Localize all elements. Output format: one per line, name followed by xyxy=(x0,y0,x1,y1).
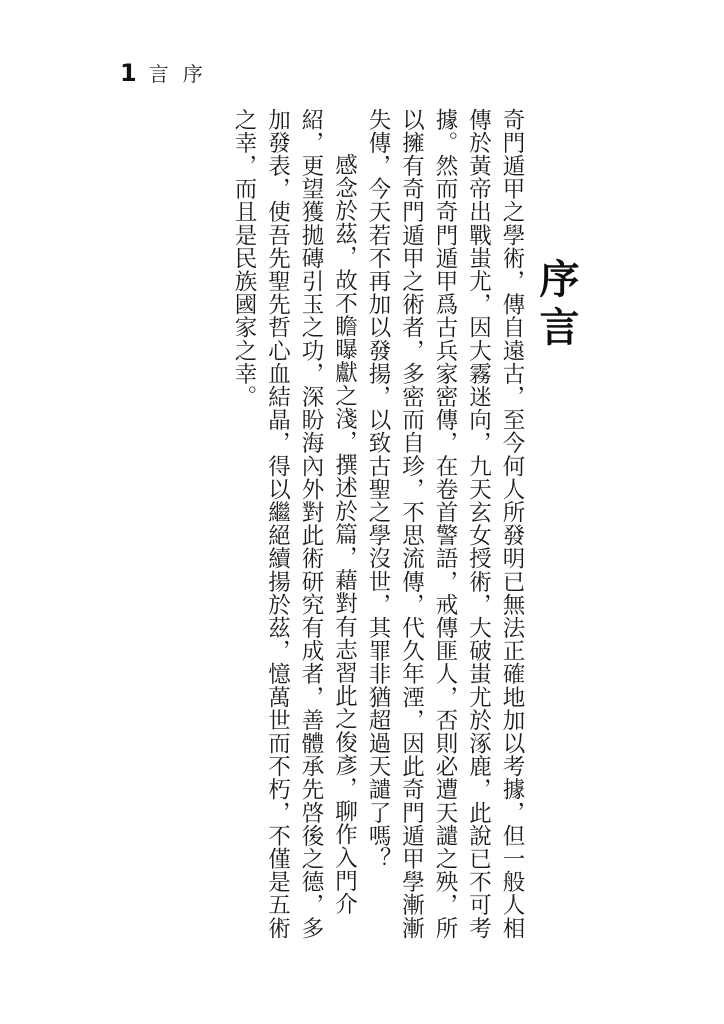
chapter-title: 序言 xyxy=(533,258,579,354)
paragraph-1: 奇門遁甲之學術，傳自遠古，至今何人所發明已無法正確地加以考據，但一般人相傳於黃帝出戰蚩尤，因大霧迷向，九天玄女授術，大破蚩尤於涿鹿，此說已不可考據。然而奇門遁甲爲古兵家密傳，在卷首警語，戒傳匪人，否則必遭天譴之殃，所以擁有奇門遁甲之術者，多密而自珍，不思流傳，代久年湮，因此奇門遁甲學漸漸失傳，今天若不再加以發揚，以致古聖之學沒世，其罪非猶超過天譴了嗎？ xyxy=(365,108,525,940)
page-header xyxy=(120,58,217,87)
running-head: 言序 xyxy=(148,62,217,86)
page-number: 1 xyxy=(120,59,137,87)
paragraph-2: 感念於茲，故不瞻曝獻之淺，撰述於篇，藉對有志習此之俊彥，聊作入門介紹，更望獲拋磚引玉之功，深盼海內外對此術研究有成者，善體承先啓後之德，多加發表，使吾先聖先哲心血結晶，得以繼絕續揚於茲，憶萬世而不朽，不僅是五術之幸，而且是民族國家之幸。 xyxy=(231,108,358,940)
preface-body xyxy=(231,108,528,948)
